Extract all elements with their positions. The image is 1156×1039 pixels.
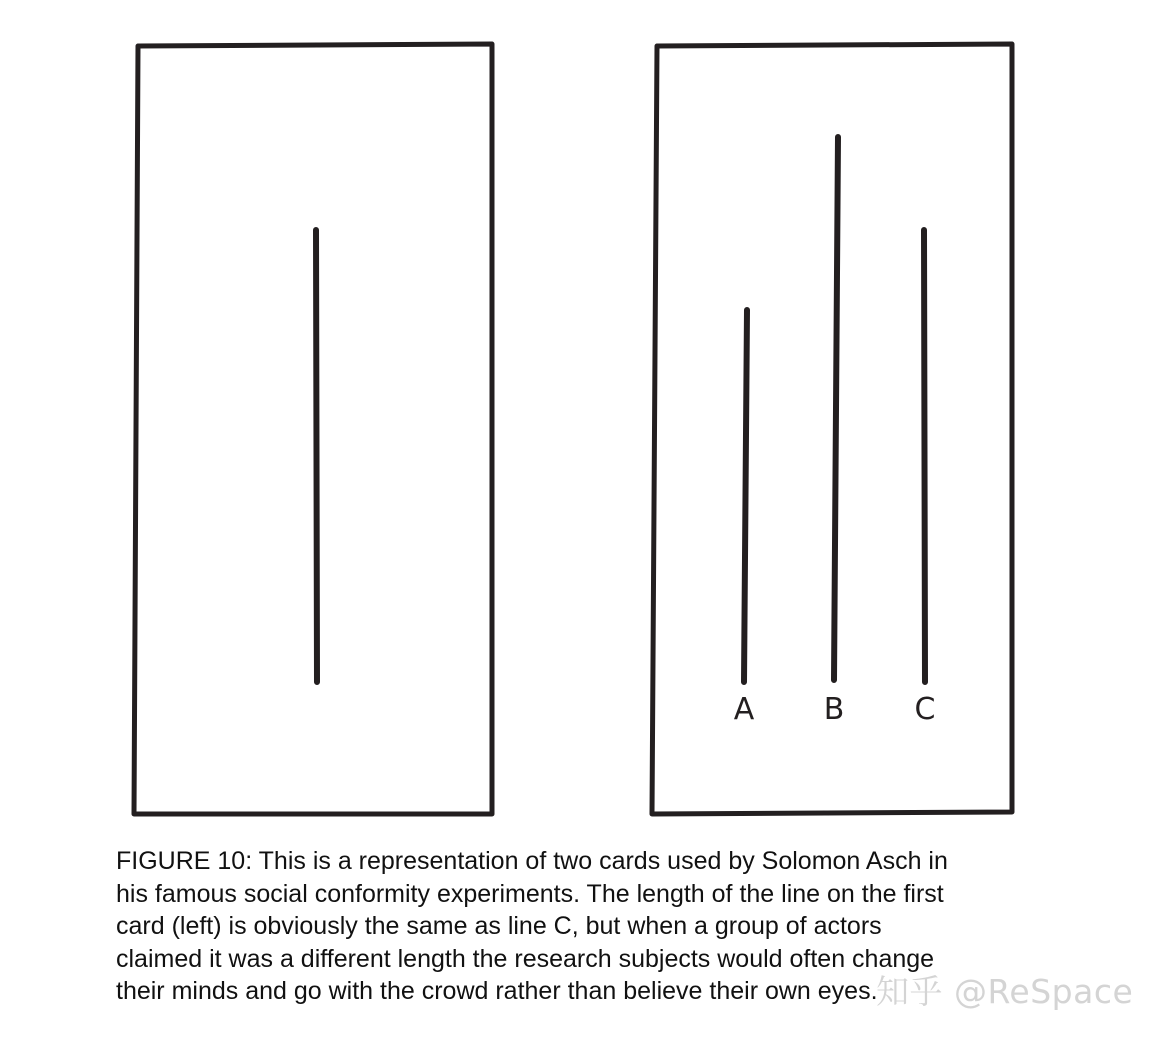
caption-line: claimed it was a different length the research subjects would often change xyxy=(116,944,935,973)
reference-card xyxy=(134,44,492,814)
watermark: 知乎 @ReSpace xyxy=(876,972,1134,1011)
caption-line: his famous social conformity experiments. The length of the line on the first xyxy=(116,879,944,908)
caption-line: their minds and go with the crowd rather than believe their own eyes. xyxy=(116,977,878,1006)
comparison-line-b xyxy=(834,137,838,680)
caption-line: card (left) is obviously the same as line C, but when a group of actors xyxy=(116,912,882,941)
reference-card-border xyxy=(134,44,492,814)
label-a: A xyxy=(733,692,755,727)
comparison-line-c xyxy=(924,230,925,682)
label-c: C xyxy=(914,692,936,727)
reference-line xyxy=(316,230,317,682)
label-b: B xyxy=(823,692,845,727)
comparison-card xyxy=(652,44,1012,814)
caption-line: FIGURE 10: This is a representation of two cards used by Solomon Asch in xyxy=(116,847,948,875)
comparison-line-a xyxy=(744,310,747,682)
